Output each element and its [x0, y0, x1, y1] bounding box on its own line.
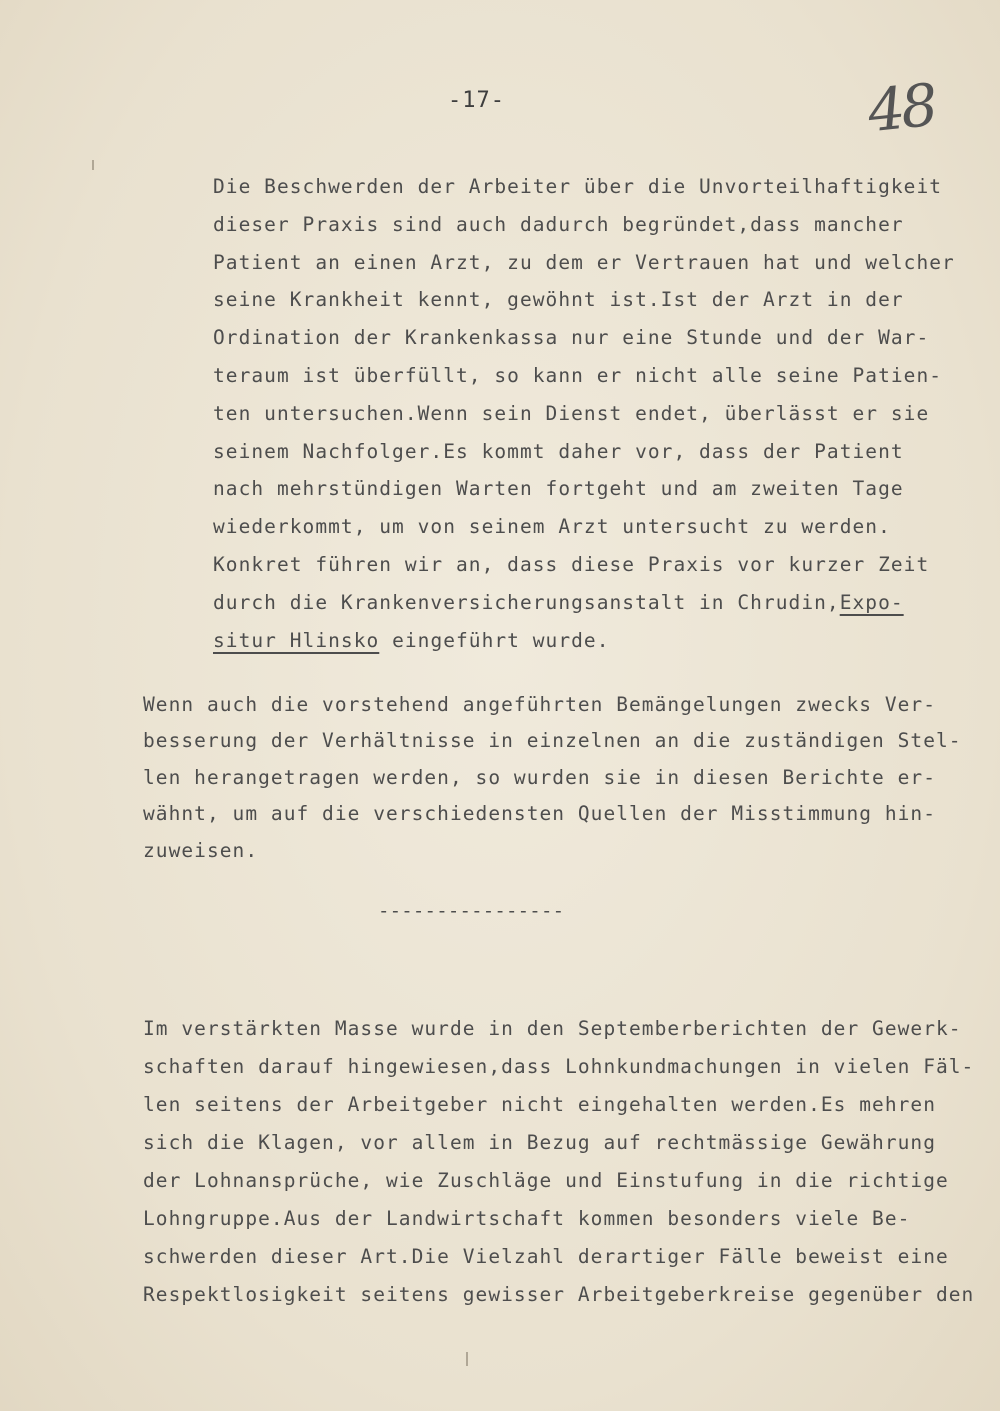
text-line: Patient an einen Arzt, zu dem er Vertrauen hat und welcher — [213, 250, 955, 274]
text-line: Ordination der Krankenkassa nur eine Stunde und der War- — [213, 326, 930, 350]
text-line: Die Beschwerden der Arbeiter über die Unvorteilhaftigkeit — [213, 175, 943, 198]
text-line: nach mehrstündigen Warten fortgeht und am zweiten Tage — [213, 477, 904, 501]
page-number: -17- — [448, 88, 505, 113]
text-line: der Lohnansprüche, wie Zuschläge und Einstufung in die richtige — [143, 1169, 949, 1192]
text-segment: eingeführt wurde. — [379, 628, 610, 652]
text-line: schwerden dieser Art.Die Vielzahl derartiger Fälle beweist eine — [143, 1245, 949, 1268]
text-line: seine Krankheit kennt, gewöhnt ist.Ist der Arzt in der — [213, 288, 904, 312]
text-line: len herangetragen werden, so wurden sie in diesen Berichte er- — [143, 765, 936, 789]
text-line: besserung der Verhältnisse in einzelnen an die zuständigen Stel- — [143, 729, 962, 753]
margin-mark — [466, 1352, 468, 1366]
text-segment: durch die Krankenversicherungsanstalt in Chrudin, — [213, 590, 840, 614]
paragraph-complaints-note — [143, 687, 962, 869]
text-line: wiederkommt, um von seinem Arzt untersucht zu werden. — [213, 515, 891, 539]
text-line: Wenn auch die vorstehend angeführten Bemängelungen zwecks Ver- — [143, 693, 936, 716]
text-line: seinem Nachfolger.Es kommt daher vor, dass der Patient — [213, 439, 904, 463]
text-line: schaften darauf hingewiesen,dass Lohnkundmachungen in vielen Fäl- — [143, 1055, 975, 1078]
text-line — [213, 622, 955, 660]
text-line — [213, 584, 955, 622]
text-line: teraum ist überfüllt, so kann er nicht alle seine Patien- — [213, 363, 943, 387]
section-separator: ---------------- — [378, 900, 565, 922]
text-line: Respektlosigkeit seitens gewisser Arbeitgeberkreise gegenüber den — [143, 1283, 975, 1306]
text-line: Konkret führen wir an, dass diese Praxis vor kurzer Zeit — [213, 552, 930, 576]
underlined-text: Expo- — [839, 590, 904, 614]
text-line: Im verstärkten Masse wurde in den Septemberberichten der Gewerk- — [143, 1017, 962, 1040]
text-line: len seitens der Arbeitgeber nicht eingehalten werden.Es mehren — [143, 1093, 936, 1116]
text-line: Lohngruppe.Aus der Landwirtschaft kommen besonders viele Be- — [143, 1207, 911, 1230]
text-line: sich die Klagen, vor allem in Bezug auf rechtmässige Gewährung — [143, 1131, 936, 1154]
margin-mark — [92, 160, 94, 170]
text-line: wähnt, um auf die verschiedensten Quellen der Misstimmung hin- — [143, 802, 936, 826]
underlined-text: situr Hlinsko — [213, 628, 380, 652]
paragraph-medical-practice — [213, 168, 955, 659]
handwritten-folio-number: 48 — [864, 70, 938, 146]
text-line: dieser Praxis sind auch dadurch begründet,dass mancher — [213, 212, 904, 236]
text-line: ten untersuchen.Wenn sein Dienst endet, überlässt er sie — [213, 401, 930, 425]
paragraph-wage-complaints — [143, 1010, 974, 1314]
text-line: zuweisen. — [143, 838, 259, 862]
